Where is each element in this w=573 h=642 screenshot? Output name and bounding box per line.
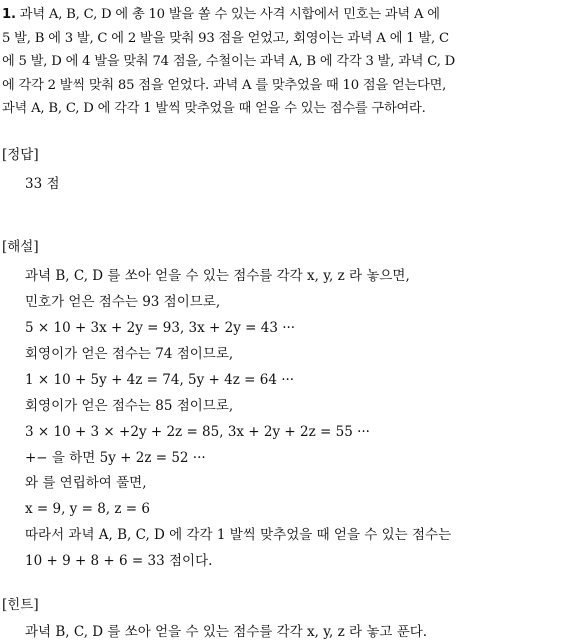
hint-label: [힌트] — [2, 597, 39, 613]
problem-line-3: 에 5 발, D 에 4 발을 맞춰 74 점을, 수철이는 과녁 A, B 에 각각 3 발, 과녁 C, D — [2, 54, 456, 70]
solution-line-5: 1 × 10 + 5y + 4z = 74, 5y + 4z = 64 ··· — [25, 372, 295, 388]
solution-line-6: 회영이가 얻은 점수는 85 점이므로, — [25, 398, 234, 414]
problem-statement — [2, 3, 570, 121]
solution-line-8: +− 을 하면 5y + 2z = 52 ··· — [25, 450, 206, 466]
answer-value: 33 점 — [25, 176, 60, 192]
problem-line-5: 과녁 A, B, C, D 에 각각 1 발씩 맞추었을 때 얻을 수 있는 점수를 구하여라. — [2, 101, 426, 117]
problem-text: 과녁 A, B, C, D 에 총 10 발을 쏠 수 있는 사격 시합에서 민호는 과녁 A 에 — [19, 7, 440, 22]
problem-number: 1. — [2, 7, 16, 22]
solution-line-3: 5 × 10 + 3x + 2y = 93, 3x + 2y = 43 ··· — [25, 320, 296, 336]
solution-line-10: x = 9, y = 8, z = 6 — [25, 501, 150, 517]
solution-line-11: 따라서 과녁 A, B, C, D 에 각각 1 발씩 맞추었을 때 얻을 수 있는 점수는 — [25, 527, 452, 543]
answer-label: [정답] — [2, 147, 39, 163]
solution-line-4: 회영이가 얻은 점수는 74 점이므로, — [25, 346, 234, 362]
solution-label: [해설] — [2, 239, 39, 255]
problem-line-2: 5 발, B 에 3 발, C 에 2 발을 맞춰 93 점을 얻었고, 회영이는 과녁 A 에 1 발, C — [2, 30, 449, 46]
hint-text: 과녁 B, C, D 를 쏘아 얻을 수 있는 점수를 각각 x, y, z 라 놓고 푼다. — [25, 624, 428, 640]
solution-line-9: 와 를 연립하여 풀면, — [25, 475, 147, 491]
problem-line-4: 에 각각 2 발씩 맞춰 85 점을 얻었다. 과녁 A 를 맞추었을 때 10 점을 얻는다면, — [2, 77, 447, 93]
solution-line-7: 3 × 10 + 3 × +2y + 2z = 85, 3x + 2y + 2z = 55 ··· — [25, 424, 370, 440]
problem-line-1 — [2, 3, 570, 27]
solution-line-12: 10 + 9 + 8 + 6 = 33 점이다. — [25, 553, 213, 569]
solution-line-2: 민호가 얻은 점수는 93 점이므로, — [25, 294, 221, 310]
solution-line-1: 과녁 B, C, D 를 쏘아 얻을 수 있는 점수를 각각 x, y, z 라 놓으면, — [25, 268, 410, 284]
